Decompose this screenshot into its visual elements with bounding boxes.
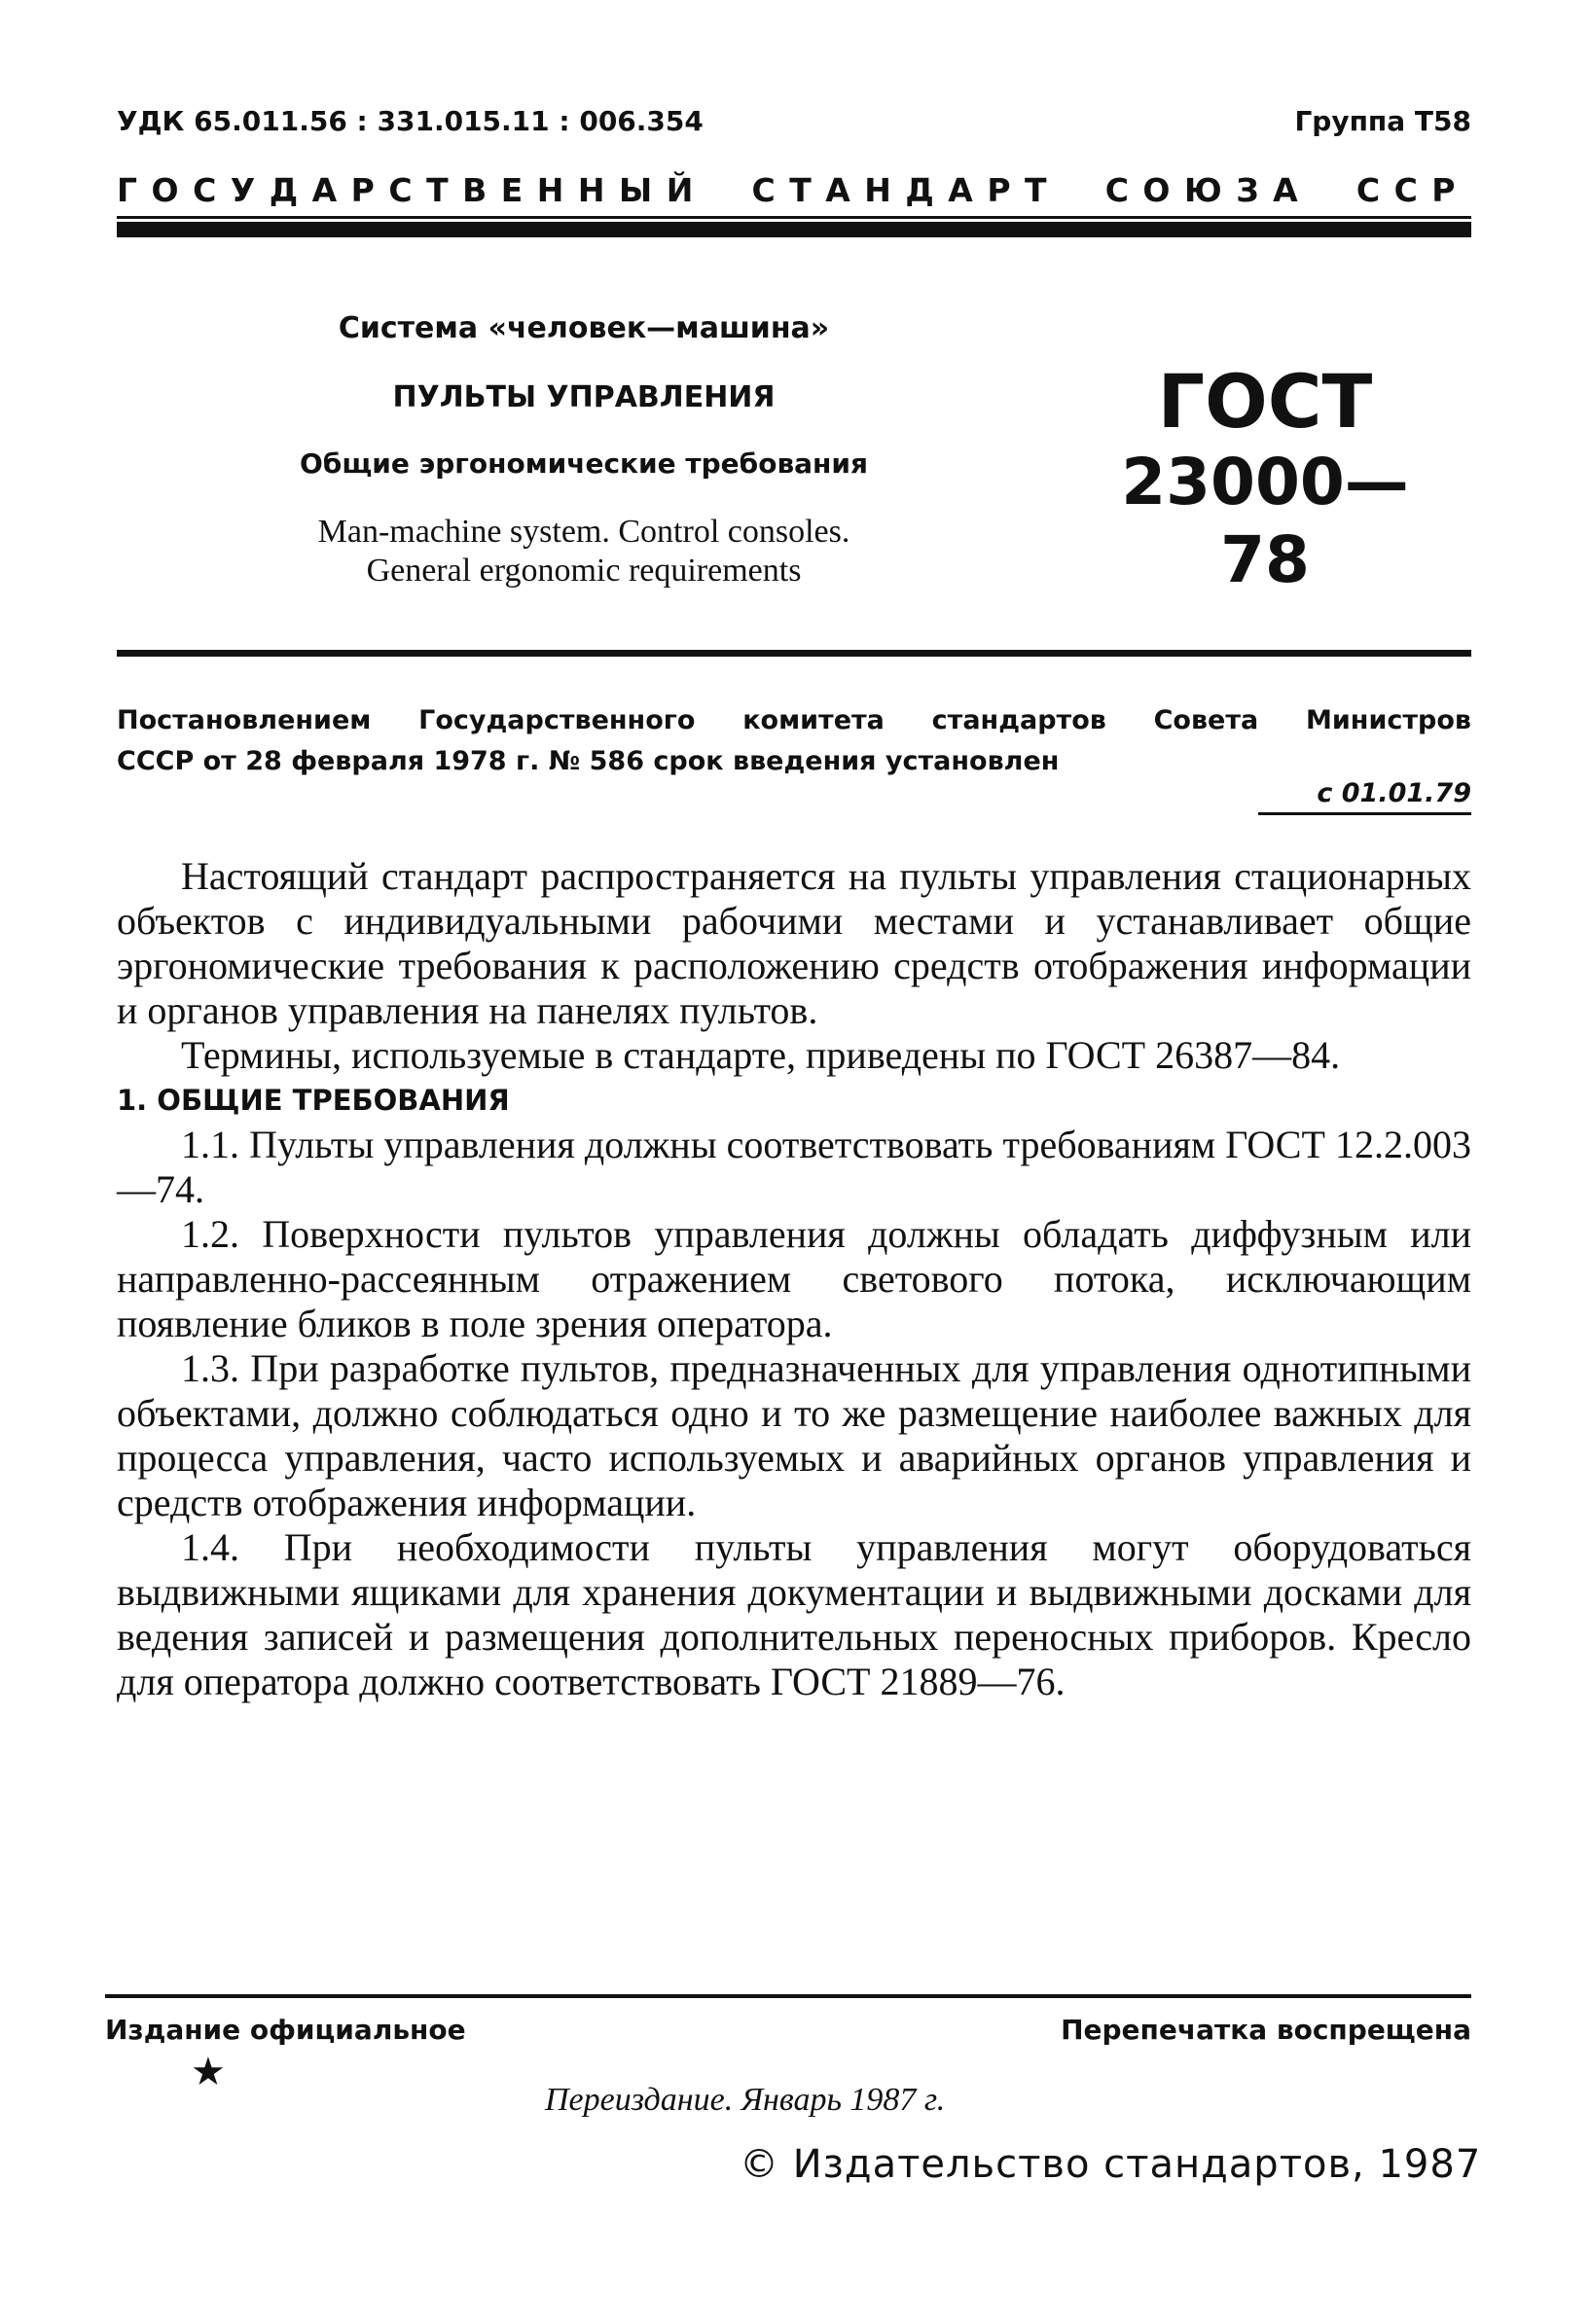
decree-line-2: СССР от 28 февраля 1978 г. № 586 срок введения установлен	[117, 746, 1060, 776]
reissue-note: Переиздание. Январь 1987 г.	[545, 2082, 946, 2118]
gost-designation	[1080, 360, 1450, 599]
effective-date: с 01.01.79	[1258, 778, 1471, 815]
group-code: Группа Т58	[1294, 105, 1471, 137]
state-standard-word-1: ГОСУДАРСТВЕННЫЙ	[117, 171, 707, 209]
intro-paragraph: Настоящий стандарт распространяется на пульты управления стационарных объектов с индивидуальными рабочими местами и устанавливает общие эргономические требования к расположению средств отображения информации и органов управления на панелях пультов.	[117, 854, 1471, 1032]
decree-text	[117, 700, 1471, 782]
clause-1-3: 1.3. При разработке пультов, предназначенных для управления однотипными объектами, должно соблюдаться одно и то же размещение наиболее важных для процесса управления, часто используемых и аварийных органов управления и средств отображения информации.	[117, 1346, 1471, 1524]
reprint-prohibited: Перепечатка воспрещена	[1061, 2014, 1471, 2046]
clause-1-1: 1.1. Пульты управления должны соответствовать требованиям ГОСТ 12.2.003—74.	[117, 1123, 1471, 1211]
english-title-line-1: Man-machine system. Control consoles.	[317, 514, 850, 550]
state-standard-word-2: СТАНДАРТ	[751, 171, 1062, 209]
publisher-copyright: © Издательство стандартов, 1987	[740, 2142, 1482, 2187]
state-standard-word-4: ССР	[1355, 171, 1469, 209]
header-rule-thick	[117, 222, 1471, 237]
section-title: 1. ОБЩИЕ ТРЕБОВАНИЯ	[117, 1084, 510, 1117]
body-text	[117, 854, 1471, 1704]
header-rule-thin	[117, 216, 1471, 219]
gost-word: ГОСТ	[1157, 358, 1373, 445]
title-block	[243, 311, 924, 590]
terms-paragraph: Термины, используемые в стандарте, приведены по ГОСТ 26387—84.	[181, 1033, 1341, 1077]
star-icon: ★	[191, 2050, 226, 2093]
official-edition: Издание официальное	[105, 2014, 466, 2046]
state-standard-heading	[117, 171, 1469, 209]
state-standard-word-3: СОЮЗА	[1104, 171, 1313, 209]
english-title-line-2: General ergonomic requirements	[366, 553, 802, 589]
clause-1-2: 1.2. Поверхности пультов управления должны обладать диффузным или направленно-рассеянным отражением светового потока, исключающим появление бликов в поле зрения оператора.	[117, 1212, 1471, 1345]
title-rule	[117, 650, 1471, 657]
clause-1-4: 1.4. При необходимости пульты управления могут оборудоваться выдвижными ящиками для хранения документации и выдвижными досками для ведения записей и размещения дополнительных переносных приборов. Кресло для оператора должно соответствовать ГОСТ 21889—76.	[117, 1525, 1471, 1703]
system-title: Система «человек—машина»	[338, 311, 830, 345]
subtitle: Общие эргономические требования	[299, 447, 869, 480]
main-title: ПУЛЬТЫ УПРАВЛЕНИЯ	[392, 380, 776, 414]
udk-code: УДК 65.011.56 : 331.015.11 : 006.354	[117, 105, 704, 137]
decree-line-1: Постановлением Государственного комитета стандартов Совета Министров	[117, 705, 1471, 735]
footer-rule	[105, 1994, 1471, 1998]
gost-number: 23000—78	[1121, 445, 1409, 597]
